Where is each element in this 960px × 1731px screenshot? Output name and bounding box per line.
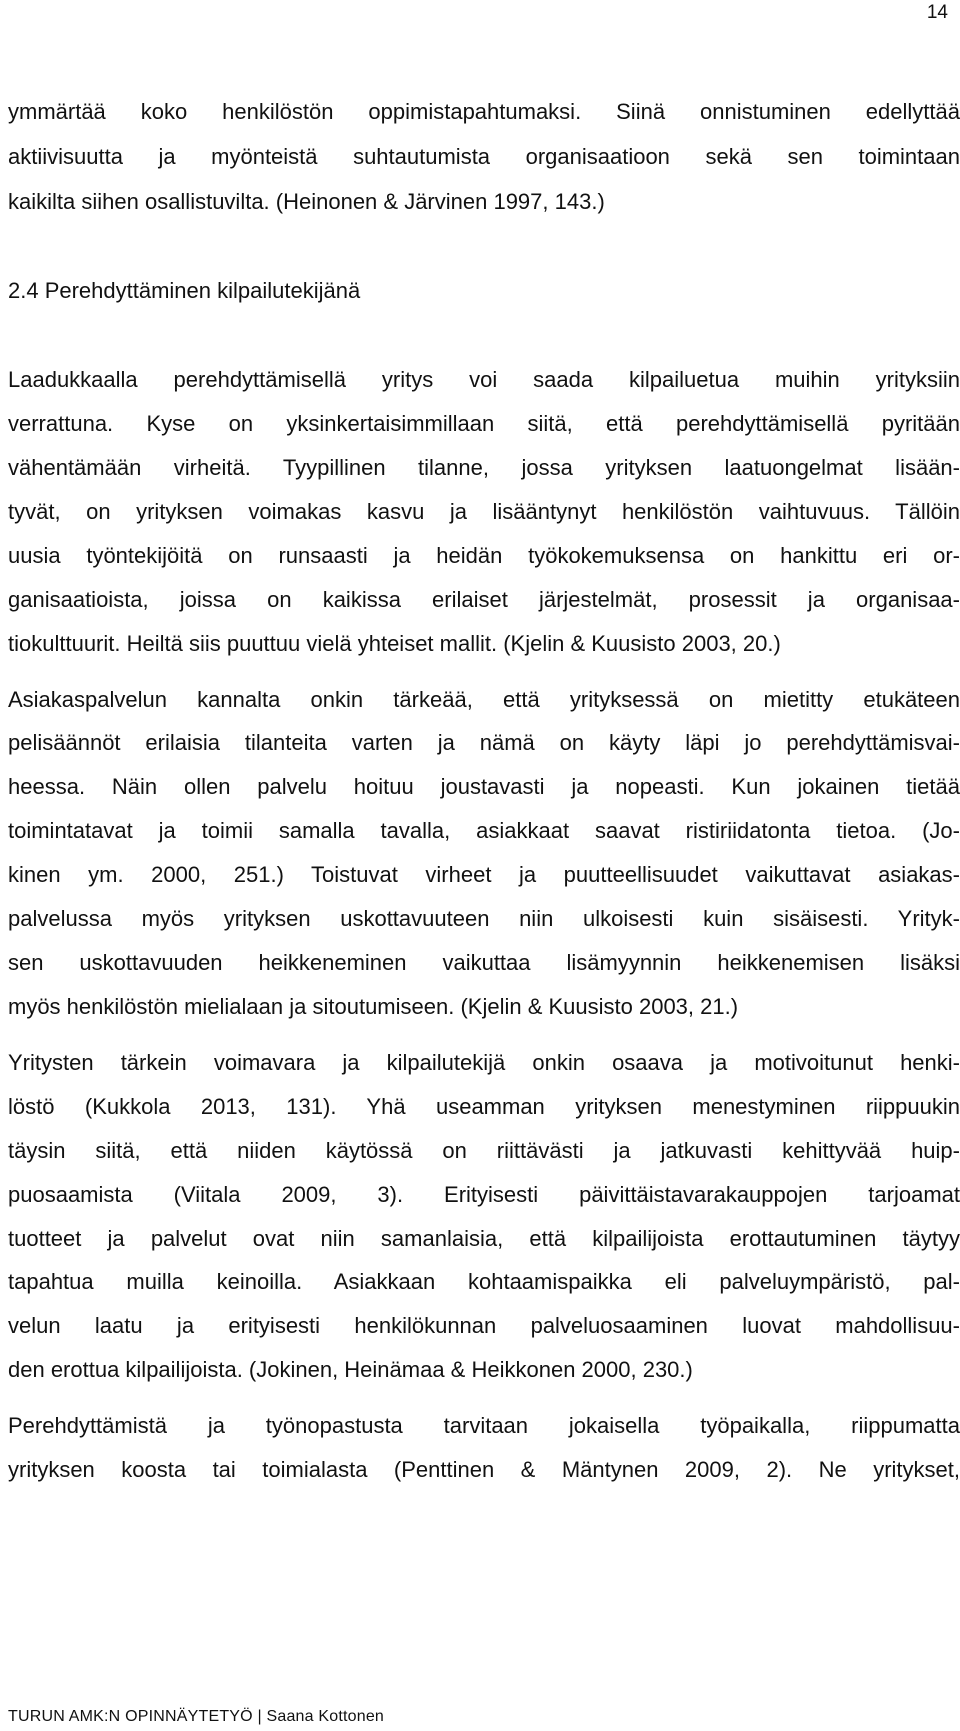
paragraph-2-line: ganisaatioista, joissa on kaikissa erilaiset järjestelmät, prosessit ja organisaa- — [8, 587, 960, 612]
paragraph-1-line: kaikilta siihen osallistuvilta. (Heinonen & Järvinen 1997, 143.) — [8, 189, 605, 214]
paragraph-4-line: tapahtua muilla keinoilla. Asiakkaan kohtaamispaikka eli palveluympäristö, pal- — [8, 1269, 960, 1294]
section-heading: 2.4 Perehdyttäminen kilpailutekijänä — [8, 278, 361, 303]
paragraph-2-line: verrattuna. Kyse on yksinkertaisimmillaan siitä, että perehdyttämisellä pyritään — [8, 411, 960, 436]
paragraph-3-line: toimintatavat ja toimii samalla tavalla, asiakkaat saavat ristiriidatonta tietoa. (Jo- — [8, 818, 960, 843]
paragraph-3-line: Asiakaspalvelun kannalta onkin tärkeää, että yrityksessä on mietitty etukäteen — [8, 687, 960, 712]
paragraph-4-line: tuotteet ja palvelut ovat niin samanlaisia, että kilpailijoista erottautuminen täytyy — [8, 1226, 960, 1251]
paragraph-2-line: Laadukkaalla perehdyttämisellä yritys voi saada kilpailuetua muihin yrityksiin — [8, 367, 960, 392]
paragraph-3-line: sen uskottavuuden heikkeneminen vaikuttaa lisämyynnin heikkenemisen lisäksi — [8, 950, 960, 975]
paragraph-1-line: ymmärtää koko henkilöstön oppimistapahtumaksi. Siinä onnistuminen edellyttää — [8, 99, 960, 124]
paragraph-5-line: yrityksen koosta tai toimialasta (Penttinen & Mäntynen 2009, 2). Ne yritykset, — [8, 1457, 960, 1482]
paragraph-4-line: löstö (Kukkola 2013, 131). Yhä useamman yrityksen menestyminen riippuukin — [8, 1094, 960, 1119]
paragraph-2-line: uusia työntekijöitä on runsaasti ja heidän työkokemuksensa on hankittu eri or- — [8, 543, 960, 568]
paragraph-4-line: velun laatu ja erityisesti henkilökunnan palveluosaaminen luovat mahdollisuu- — [8, 1313, 960, 1338]
paragraph-3-line: kinen ym. 2000, 251.) Toistuvat virheet ja puutteellisuudet vaikuttavat asiakas- — [8, 862, 960, 887]
paragraph-3-line: pelisäännöt erilaisia tilanteita varten ja nämä on käyty läpi jo perehdyttämisvai- — [8, 730, 960, 755]
paragraph-1-line: aktiivisuutta ja myönteistä suhtautumista organisaatioon sekä sen toimintaan — [8, 144, 960, 169]
paragraph-3-line: myös henkilöstön mielialaan ja sitoutumiseen. (Kjelin & Kuusisto 2003, 21.) — [8, 994, 739, 1019]
paragraph-3-line: palvelussa myös yrityksen uskottavuuteen niin ulkoisesti kuin sisäisesti. Yrityk- — [8, 906, 960, 931]
paragraph-4-line: puosaamista (Viitala 2009, 3). Erityisesti päivittäistavarakauppojen tarjoamat — [8, 1182, 960, 1207]
paragraph-3-line: heessa. Näin ollen palvelu hoituu joustavasti ja nopeasti. Kun jokainen tietää — [8, 774, 960, 799]
paragraph-5-line: Perehdyttämistä ja työnopastusta tarvitaan jokaisella työpaikalla, riippumatta — [8, 1413, 960, 1438]
paragraph-2-line: tyvät, on yrityksen voimakas kasvu ja lisääntynyt henkilöstön vaihtuvuus. Tällöin — [8, 499, 960, 524]
paragraph-4-line: den erottua kilpailijoista. (Jokinen, Heinämaa & Heikkonen 2000, 230.) — [8, 1357, 693, 1382]
paragraph-2-line: vähentämään virheitä. Tyypillinen tilanne, jossa yrityksen laatuongelmat lisään- — [8, 455, 960, 480]
paragraph-2-line: tiokulttuurit. Heiltä siis puuttuu vielä yhteiset mallit. (Kjelin & Kuusisto 2003, 20.) — [8, 631, 781, 656]
page-number: 14 — [926, 2, 948, 23]
page-footer: TURUN AMK:N OPINNÄYTETYÖ | Saana Kottonen — [8, 1708, 385, 1725]
paragraph-4-line: täysin siitä, että niiden käytössä on riittävästi ja jatkuvasti kehittyvää huip- — [8, 1138, 960, 1163]
paragraph-4-line: Yritysten tärkein voimavara ja kilpailutekijä onkin osaava ja motivoitunut henki- — [8, 1050, 960, 1075]
